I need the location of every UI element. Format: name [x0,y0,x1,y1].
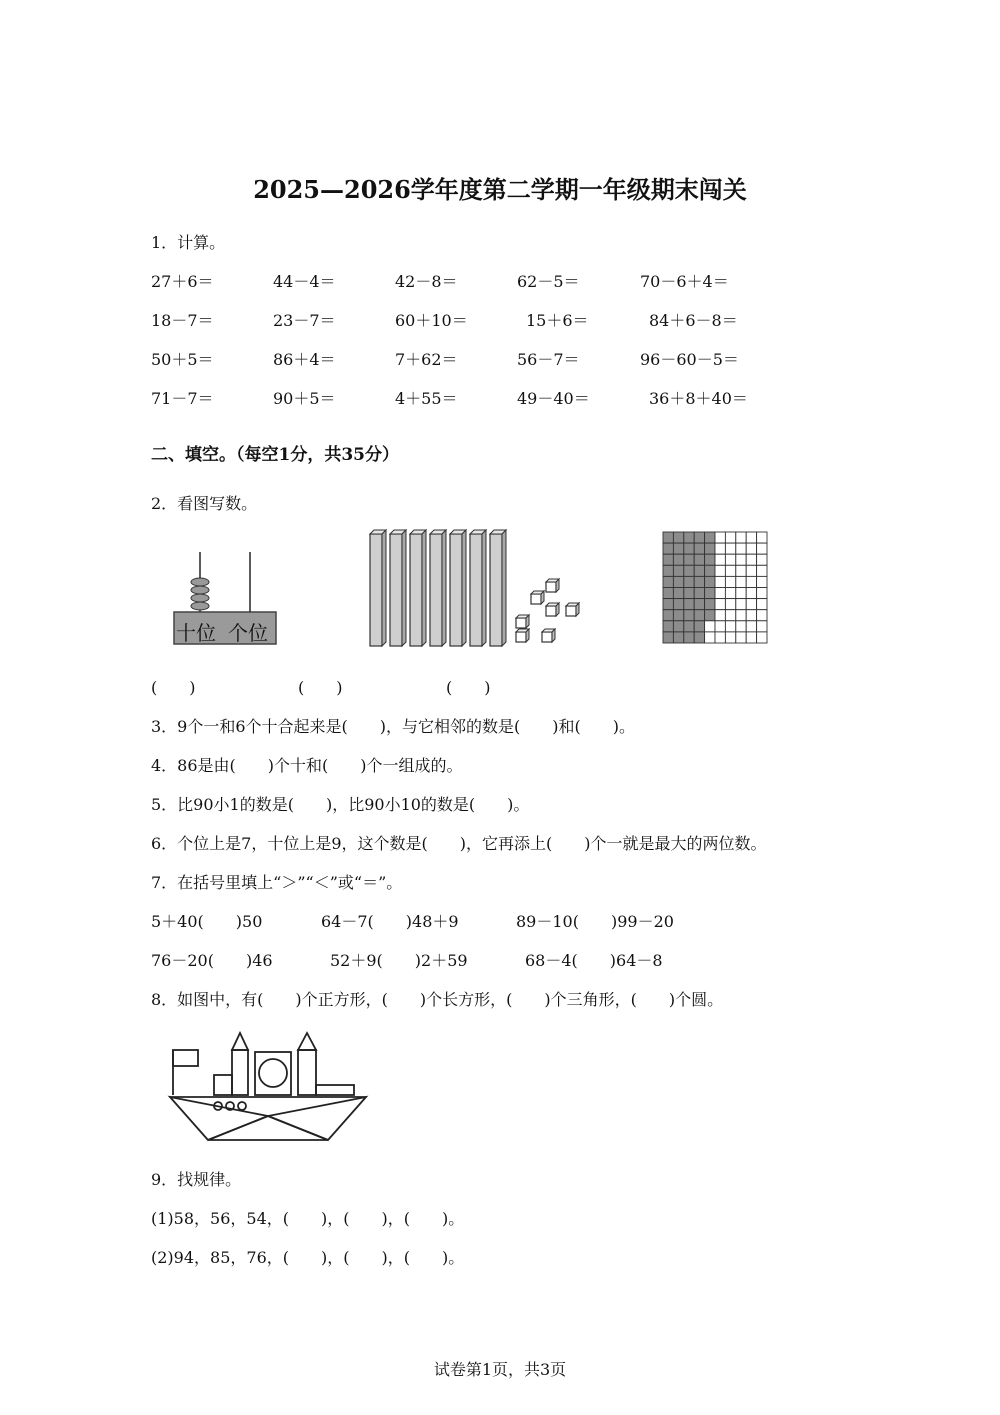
grid-cell [757,543,767,554]
grid-cell [746,610,756,621]
calculation-item: 23－7＝ [273,311,336,330]
calculation-item: 15＋6＝ [526,311,589,330]
question-4: 4．86是由( )个十和( )个一组成的。 [151,756,463,775]
compare-item: 52＋9( )2＋59 [330,951,468,970]
page-footer: 试卷第1页，共3页 [433,1360,567,1379]
grid-cell-shaded [684,632,694,643]
grid-cell [725,621,735,632]
unit-cube [546,579,559,592]
grid-cell-shaded [705,599,715,610]
ten-rod-side [502,530,506,646]
grid-cell-shaded [663,588,673,599]
grid-cell-shaded [694,576,704,587]
calculation-item: 7＋62＝ [395,350,458,369]
grid-cell-shaded [694,610,704,621]
ten-rod-side [482,530,486,646]
question-6: 6．个位上是7，十位上是9，这个数是( )，它再添上( )个一就是最大的两位数。 [151,834,767,853]
calculation-item: 27＋6＝ [151,272,214,291]
grid-cell [725,610,735,621]
question-3: 3．9个一和6个十合起来是( )，与它相邻的数是( )和( )。 [151,717,635,736]
grid-cell-shaded [663,543,673,554]
calculation-item: 62－5＝ [517,272,580,291]
grid-cell [736,565,746,576]
compare-item: 68－4( )64－8 [525,951,663,970]
grid-cell [746,588,756,599]
answer-blocks: ( ) [298,678,343,697]
grid-cell [715,621,725,632]
calculation-item: 44－4＝ [273,272,336,291]
grid-cell-shaded [673,576,683,587]
grid-cell-shaded [705,543,715,554]
grid-cell [746,532,756,543]
grid-cell [705,621,715,632]
grid-cell-shaded [684,610,694,621]
grid-cell-shaded [684,576,694,587]
grid-cell-shaded [663,610,673,621]
calculation-item: 42－8＝ [395,272,458,291]
calculation-item: 18－7＝ [151,311,214,330]
ten-rod [450,534,462,646]
grid-cell [725,543,735,554]
grid-cell-shaded [663,565,673,576]
grid-cell [736,621,746,632]
grid-cell-shaded [673,621,683,632]
grid-cell [715,610,725,621]
calculation-item: 96－60－5＝ [640,350,739,369]
grid-cell [715,632,725,643]
unit-cube [531,591,544,604]
unit-cube [566,603,579,616]
grid-cell [746,543,756,554]
pattern-item-1: (1)58，56，54，( )，( )，( )。 [151,1209,465,1228]
grid-cell-shaded [663,621,673,632]
grid-cell [746,554,756,565]
grid-cell [757,621,767,632]
grid-cell [715,576,725,587]
grid-cell-shaded [663,632,673,643]
grid-cell [715,543,725,554]
question-1-label: 1．计算。 [151,233,226,252]
grid-cell [736,599,746,610]
grid-cell [725,599,735,610]
ten-rod [470,534,482,646]
grid-cell-shaded [694,632,704,643]
question-7-label: 7．在括号里填上“＞”“＜”或“＝”。 [151,873,403,892]
question-8: 8．如图中，有( )个正方形，( )个长方形，( )个三角形，( )个圆。 [151,990,724,1009]
compare-item: 64－7( )48＋9 [321,912,459,931]
grid-cell-shaded [673,532,683,543]
grid-cell [725,565,735,576]
grid-cell [736,588,746,599]
grid-cell-shaded [694,599,704,610]
ten-rod-side [422,530,426,646]
grid-cell [715,599,725,610]
question-5: 5．比90小1的数是( )，比90小10的数是( )。 [151,795,530,814]
grid-cell-shaded [705,610,715,621]
grid-cell [757,576,767,587]
grid-cell [746,621,756,632]
grid-cell-shaded [684,621,694,632]
grid-cell-shaded [694,565,704,576]
grid-cell-shaded [705,576,715,587]
grid-cell [725,554,735,565]
ten-rod-side [402,530,406,646]
grid-cell [736,554,746,565]
compare-item: 76－20( )46 [151,951,273,970]
grid-cell [757,565,767,576]
grid-cell-shaded [684,554,694,565]
grid-cell [736,632,746,643]
section-2-heading: 二、填空。（每空1分，共35分） [151,445,399,465]
calculation-item: 56－7＝ [517,350,580,369]
grid-cell [746,565,756,576]
abacus-label-tens: 十位 [176,621,216,645]
calculation-item: 50＋5＝ [151,350,214,369]
calculation-item: 71－7＝ [151,389,214,408]
ten-rod-side [382,530,386,646]
pattern-item-2: (2)94，85，76，( )，( )，( )。 [151,1248,465,1267]
calculation-item: 84＋6－8＝ [649,311,738,330]
grid-cell-shaded [663,576,673,587]
grid-cell [715,554,725,565]
grid-cell [757,632,767,643]
grid-cell [736,576,746,587]
grid-cell-shaded [663,599,673,610]
grid-cell-shaded [663,532,673,543]
grid-cell-shaded [684,599,694,610]
calculation-item: 36＋8＋40＝ [649,389,748,408]
compare-item: 5＋40( )50 [151,912,263,931]
ten-rod [410,534,422,646]
grid-cell [736,543,746,554]
grid-cell-shaded [673,599,683,610]
grid-cell [725,588,735,599]
unit-cube [516,629,529,642]
grid-cell [757,588,767,599]
grid-cell-shaded [694,554,704,565]
grid-cell-shaded [684,565,694,576]
grid-cell-shaded [673,554,683,565]
grid-cell-shaded [705,554,715,565]
unit-cube [542,629,555,642]
grid-cell-shaded [705,588,715,599]
grid-cell-shaded [705,565,715,576]
ten-rod [370,534,382,646]
grid-cell [715,588,725,599]
ten-rod-side [462,530,466,646]
grid-cell [736,610,746,621]
grid-cell [725,632,735,643]
ten-rod [490,534,502,646]
calculation-item: 70－6＋4＝ [640,272,729,291]
ten-rod-side [442,530,446,646]
calculation-item: 49－40＝ [517,389,590,408]
hundred-grid-figure [662,531,768,645]
boat-shapes-figure [168,1030,368,1145]
grid-cell [736,532,746,543]
unit-cube [546,603,559,616]
calculation-item: 60＋10＝ [395,311,468,330]
grid-cell-shaded [694,588,704,599]
answer-abacus: ( ) [151,678,196,697]
grid-cell-shaded [673,610,683,621]
page-title: 2025—2026学年度第二学期一年级期末闯关 [253,175,747,204]
grid-cell [746,632,756,643]
grid-cell [746,599,756,610]
ten-rod [390,534,402,646]
grid-cell-shaded [694,532,704,543]
grid-cell-shaded [673,565,683,576]
grid-cell [705,632,715,643]
calculation-item: 90＋5＝ [273,389,336,408]
grid-cell [715,565,725,576]
grid-cell-shaded [673,632,683,643]
grid-cell-shaded [684,588,694,599]
grid-cell [757,599,767,610]
grid-cell [746,576,756,587]
grid-cell-shaded [673,588,683,599]
grid-cell-shaded [663,554,673,565]
question-2-label: 2．看图写数。 [151,494,258,513]
grid-cell [715,532,725,543]
question-9-label: 9．找规律。 [151,1170,242,1189]
grid-cell [757,532,767,543]
abacus-label-ones: 个位 [228,621,268,645]
compare-item: 89－10( )99－20 [516,912,674,931]
grid-cell-shaded [673,543,683,554]
calculation-item: 4＋55＝ [395,389,458,408]
base-ten-blocks-figure [366,528,581,650]
grid-cell-shaded [705,532,715,543]
calculation-item: 86＋4＝ [273,350,336,369]
ten-rod [430,534,442,646]
grid-cell-shaded [694,543,704,554]
grid-cell-shaded [684,543,694,554]
grid-cell [757,610,767,621]
grid-cell [725,532,735,543]
grid-cell-shaded [694,621,704,632]
grid-cell [757,554,767,565]
grid-cell-shaded [684,532,694,543]
unit-cube [516,615,529,628]
answer-grid: ( ) [446,678,491,697]
grid-cell [725,576,735,587]
